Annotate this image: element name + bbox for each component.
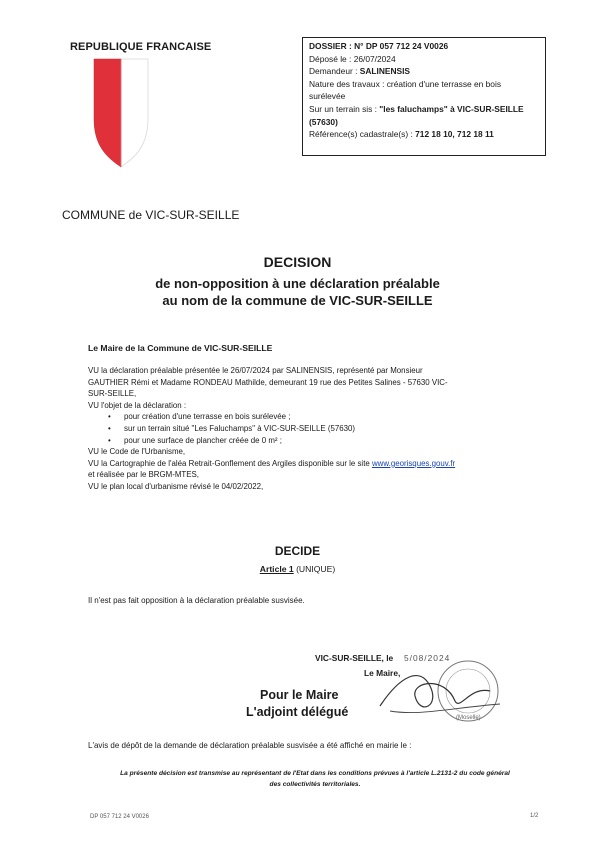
stamp-line-2: L'adjoint délégué <box>246 705 349 719</box>
vu-cartographie-cont: et réalisée par le BRGM-MTES, <box>88 470 199 480</box>
dossier-box <box>302 37 546 156</box>
commune-name: COMMUNE de VIC-SUR-SEILLE <box>62 208 240 222</box>
maire-heading: Le Maire de la Commune de VIC-SUR-SEILLE <box>88 343 273 353</box>
stamp-line-1: Pour le Maire <box>260 688 339 702</box>
list-item: • pour création d'une terrasse en bois surélevée ; <box>108 412 291 422</box>
republic-heading: REPUBLIQUE FRANCAISE <box>70 41 212 53</box>
decide-heading: DECIDE <box>274 544 321 558</box>
dossier-number: DOSSIER : N° DP 057 712 24 V0026 <box>309 41 449 51</box>
posting-notice: L'avis de dépôt de la demande de déclaration préalable susvisée a été affiché en mairie le : <box>88 741 412 750</box>
dossier-nature: Nature des travaux : création d'une terrasse en bois <box>309 78 502 89</box>
dossier-references: Référence(s) cadastrale(s) : 712 18 10, 712 18 11 <box>309 129 494 140</box>
vu-declaration-line1: VU la déclaration préalable présentée le 26/07/2024 par SALINENSIS, représenté par Monsieur <box>88 366 423 375</box>
dossier-site: Sur un terrain sis : "les faluchamps" à VIC-SUR-SEILLE <box>309 103 524 114</box>
dossier-applicant: Demandeur : SALINENSIS <box>309 66 411 77</box>
signature-seal <box>360 656 510 726</box>
list-item: • pour une surface de plancher créée de 0 m² ; <box>108 435 282 445</box>
list-item: • sur un terrain situé "Les Faluchamps" à VIC-SUR-SEILLE (57630) <box>108 423 356 433</box>
seal-text: (Moselle) <box>456 715 481 721</box>
dossier-postcode: (57630) <box>309 116 338 127</box>
georisques-link[interactable]: www.georisques.gouv.fr <box>371 458 456 468</box>
visas-section <box>88 365 550 493</box>
vu-plu: VU le plan local d'urbanisme révisé le 04/02/2022, <box>88 481 264 491</box>
dossier-nature-cont: surélevée <box>309 91 346 102</box>
commune-coat-of-arms <box>92 57 150 169</box>
dossier-date: Déposé le : 26/07/2024 <box>309 53 396 64</box>
footer-reference: DP 057 712 24 V0026 <box>90 814 149 820</box>
vu-declaration-line3: SUR-SEILLE, <box>88 389 137 399</box>
decision-subtitle: de non-opposition à une déclaration préalable au nom de la commune de VIC-SUR-SEILLE <box>155 276 440 308</box>
decision-text: Il n'est pas fait opposition à la déclaration préalable susvisée. <box>88 596 305 605</box>
vu-code-urbanisme: VU le Code de l'Urbanisme, <box>88 447 186 457</box>
legal-notice: La présente décision est transmise au représentant de l'Etat dans les conditions prévues à l'article L.2131-2 du code général des collectivités territoriales. <box>120 770 510 788</box>
signature-date: 5/08/2024 <box>404 653 451 663</box>
vu-objet: VU l'objet de la déclaration : <box>88 400 187 410</box>
signature-place: VIC-SUR-SEILLE, le <box>315 653 394 663</box>
page-number: 1/2 <box>530 813 539 819</box>
article-heading: Article 1 (UNIQUE) <box>259 564 336 574</box>
signature-role: Le Maire, <box>364 668 401 678</box>
vu-cartographie: VU la Cartographie de l'aléa Retrait-Gonflement des Argiles disponible sur le site www.georisques.gouv.fr <box>88 458 456 468</box>
decision-title: DECISION <box>263 254 332 270</box>
vu-declaration-line2: GAUTHIER Rémi et Madame RONDEAU Mathilde, demeurant 19 rue des Petites Salines - 57630 VIC- <box>88 377 448 387</box>
